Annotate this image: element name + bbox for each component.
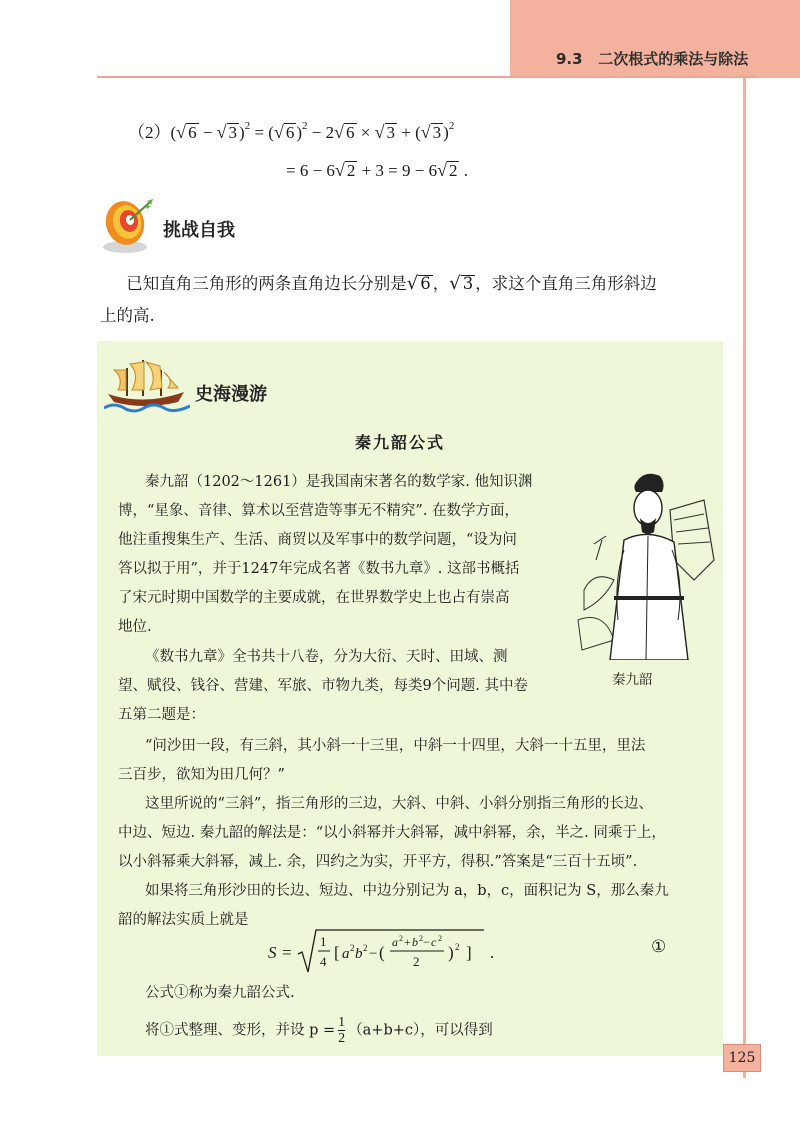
page-number: 125 bbox=[723, 1044, 761, 1072]
svg-text:c: c bbox=[431, 935, 437, 949]
para3-line2: 中边、短边. 秦九韶的解法是：“以小斜幂并大斜幂，减中斜幂，余，半之. 同乘于上， bbox=[118, 825, 666, 841]
para2-line1: 《数书九章》全书共十八卷，分为大衍、天时、田域、测 bbox=[145, 649, 508, 665]
svg-text:a: a bbox=[342, 946, 350, 962]
article-title: 秦九韶公式 bbox=[354, 433, 445, 452]
running-header bbox=[556, 48, 748, 69]
svg-text:b: b bbox=[355, 946, 363, 962]
svg-text:(: ( bbox=[379, 943, 385, 962]
svg-text:]: ] bbox=[466, 943, 472, 962]
para1-line1: 秦九韶（1202～1261）是我国南宋著名的数学家. 他知识渊 bbox=[145, 474, 533, 490]
para4-line2: 韶的解法实质上就是 bbox=[118, 912, 249, 928]
quote-line2: 三百步，欲知为田几何？” bbox=[118, 767, 285, 783]
svg-text:2: 2 bbox=[438, 934, 442, 943]
para1-line2: 博，“星象、音律、算术以至营造等事无不精究”. 在数学方面， bbox=[118, 503, 520, 519]
para2-line2: 望、赋役、钱谷、营建、军旅、市物九类，每类9个问题. 其中卷 bbox=[118, 678, 528, 694]
svg-text:.: . bbox=[490, 943, 495, 962]
margin-line bbox=[743, 78, 746, 1078]
svg-text:a: a bbox=[392, 935, 398, 949]
example-equation-line1: （2）(√ 6 − √ 3 )$^2$ = (√ 6 )$^2$ − 2√ 6 × √ 3 + (√ 3 )$^2$ bbox=[128, 120, 455, 142]
para1-line5: 了宋元时期中国数学的主要成就，在世界数学史上也占有崇高 bbox=[118, 590, 510, 606]
portrait-qin-jiushao bbox=[574, 470, 720, 660]
challenge-title: 挑战自我 bbox=[163, 220, 235, 241]
svg-text:1: 1 bbox=[320, 934, 327, 949]
history-section-title: 史海漫游 bbox=[195, 384, 267, 405]
para6: 将①式整理、变形，并设 p = $\frac{1}{2}$ （a+b+c），可以得到 bbox=[145, 1015, 493, 1046]
target-icon bbox=[99, 197, 155, 255]
para1-line6: 地位. bbox=[118, 619, 152, 635]
header-rule bbox=[97, 76, 757, 78]
portrait-caption: 秦九韶 bbox=[612, 672, 653, 688]
sailing-ship-icon bbox=[104, 356, 190, 414]
quote-line1: “问沙田一段，有三斜，其小斜一十三里，中斜一十四里，大斜一十五里，里法 bbox=[145, 738, 646, 754]
section-number: 9.3 bbox=[556, 50, 583, 68]
svg-text:): ) bbox=[448, 943, 454, 962]
para1-line4: 答以拟于用”，并于1247年完成名著《数书九章》. 这部书概括 bbox=[118, 561, 520, 577]
svg-text:2: 2 bbox=[363, 943, 368, 953]
challenge-line1: 已知直角三角形的两条直角边长分别是√ 6 ，√ 3 ，求这个直角三角形斜边 bbox=[126, 273, 657, 294]
svg-text:[: [ bbox=[334, 943, 340, 962]
para5: 公式①称为秦九韶公式. bbox=[145, 985, 295, 1001]
para4-line1: 如果将三角形沙田的长边、短边、中边分别记为 a，b，c，面积记为 S，那么秦九 bbox=[145, 883, 669, 899]
para2-line3: 五第二题是： bbox=[118, 707, 205, 723]
para3-line3: 以小斜幂乘大斜幂，减上. 余，四约之为实，开平方，得积.”答案是“三百十五顷”. bbox=[118, 854, 638, 870]
svg-text:2: 2 bbox=[413, 954, 420, 969]
svg-text:+: + bbox=[404, 935, 411, 949]
para3-line1: 这里所说的“三斜”，指三角形的三边，大斜、中斜、小斜分别指三角形的长边、 bbox=[145, 796, 653, 812]
para1-line3: 他注重搜集生产、生活、商贸以及军事中的数学问题，“设为问 bbox=[118, 532, 517, 548]
svg-text:2: 2 bbox=[419, 934, 423, 943]
svg-text:S: S bbox=[268, 943, 277, 962]
svg-text:−: − bbox=[369, 946, 378, 962]
svg-text:=: = bbox=[282, 943, 292, 962]
example-equation-line2: = 6 − 6√ 2 + 3 = 9 − 6√ 2 . bbox=[286, 160, 468, 180]
svg-text:2: 2 bbox=[399, 934, 403, 943]
svg-text:−: − bbox=[423, 935, 430, 949]
section-title: 二次根式的乘法与除法 bbox=[598, 50, 749, 68]
qin-jiushao-formula bbox=[268, 926, 508, 978]
svg-text:b: b bbox=[412, 935, 418, 949]
svg-text:4: 4 bbox=[320, 954, 327, 969]
svg-text:2: 2 bbox=[350, 943, 355, 953]
challenge-line2: 上的高. bbox=[100, 306, 155, 325]
formula-number: ① bbox=[651, 937, 667, 957]
svg-text:2: 2 bbox=[455, 942, 460, 952]
